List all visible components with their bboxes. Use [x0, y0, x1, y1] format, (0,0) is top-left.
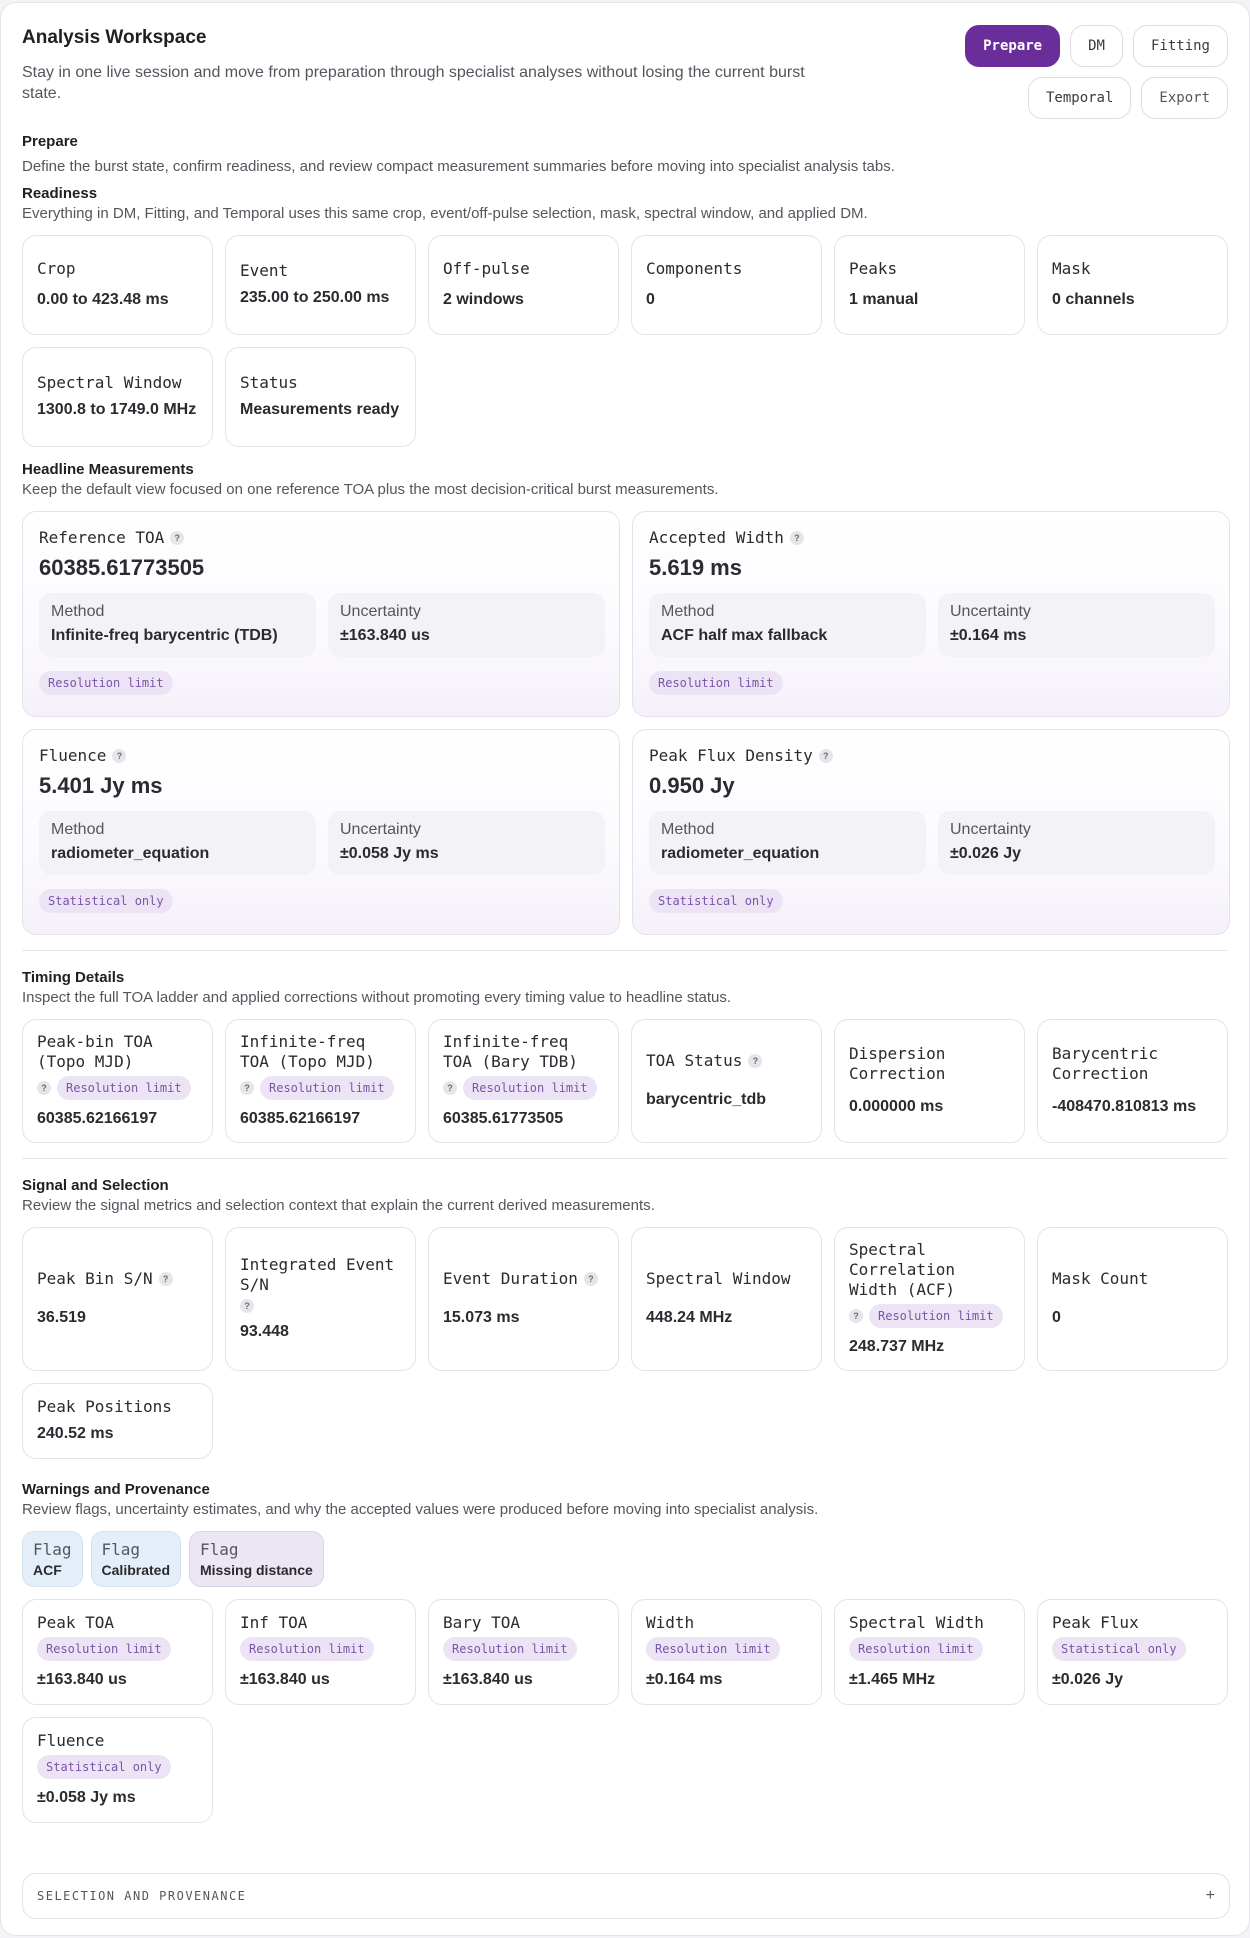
section-description: Inspect the full TOA ladder and applied corrections without promoting every timing value to headline status. [22, 989, 732, 1006]
status-badge: Statistical only [37, 1755, 171, 1779]
card-label: Barycentric Correction [1052, 1044, 1158, 1083]
flag-calibrated [91, 1531, 181, 1587]
uncertainty-card-inf-toa [225, 1599, 416, 1705]
card-value: 0.950 Jy [649, 773, 735, 798]
card-value: 235.00 to 250.00 ms [240, 289, 390, 306]
tab-temporal[interactable]: Temporal [1028, 77, 1131, 119]
headline-card-accepted-width [632, 511, 1230, 717]
help-icon[interactable]: ? [240, 1081, 254, 1095]
headline-section [22, 461, 1228, 935]
status-badge: Statistical only [1052, 1637, 1186, 1661]
help-icon[interactable]: ? [443, 1081, 457, 1095]
card-label: Spectral Window [646, 1269, 791, 1288]
method-box [39, 593, 316, 657]
timing-card-infinite-freq-topo [225, 1019, 416, 1143]
status-badge: Statistical only [649, 889, 783, 913]
readiness-card-mask [1037, 235, 1228, 335]
tab-dm[interactable]: DM [1070, 25, 1123, 67]
card-value: 60385.62166197 [240, 1110, 361, 1127]
warnings-section [22, 1481, 1228, 1823]
card-label: Inf TOA [240, 1613, 308, 1632]
card-label: Off-pulse [443, 259, 530, 278]
help-icon[interactable]: ? [849, 1309, 863, 1323]
card-value: 93.448 [240, 1323, 289, 1340]
readiness-card-components [631, 235, 822, 335]
card-value: 0 channels [1052, 291, 1135, 308]
readiness-card-peaks [834, 235, 1025, 335]
card-label: Reference TOA [39, 528, 165, 547]
card-value: 0 [646, 291, 655, 308]
card-value: ±0.058 Jy ms [37, 1789, 136, 1806]
status-badge: Resolution limit [240, 1637, 374, 1661]
section-description: Review the signal metrics and selection context that explain the current derived measurements. [22, 1197, 655, 1214]
card-value: 448.24 MHz [646, 1309, 733, 1326]
section-divider [22, 950, 1228, 951]
section-title: Headline Measurements [22, 461, 194, 478]
card-label: Spectral Window [37, 373, 182, 392]
uncertainty-label: Uncertainty [340, 603, 421, 620]
method-box [39, 811, 316, 875]
card-value: Measurements ready [240, 401, 400, 418]
card-label: Infinite-freq TOA (Bary TDB) [443, 1032, 578, 1071]
flag-value: Missing distance [200, 1562, 313, 1578]
card-label: Peak TOA [37, 1613, 115, 1632]
uncertainty-card-fluence [22, 1717, 213, 1823]
card-value: barycentric_tdb [646, 1091, 767, 1108]
card-label: Event [240, 261, 289, 280]
uncertainty-card-peak-flux [1037, 1599, 1228, 1705]
card-label: Peaks [849, 259, 898, 278]
page-title: Analysis Workspace [22, 27, 207, 48]
uncertainty-label: Uncertainty [950, 603, 1031, 620]
card-label: Components [646, 259, 743, 278]
card-value: ±0.164 ms [646, 1671, 723, 1688]
card-value: 36.519 [37, 1309, 86, 1326]
signal-card-spectral-correlation-width [834, 1227, 1025, 1371]
card-value: 2 windows [443, 291, 524, 308]
card-label: Fluence [39, 746, 107, 765]
headline-card-reference-toa [22, 511, 620, 717]
card-label: Infinite-freq TOA (Topo MJD) [240, 1032, 375, 1071]
flag-list [22, 1531, 1228, 1587]
signal-card-spectral-window [631, 1227, 822, 1371]
status-badge: Resolution limit [39, 671, 173, 695]
section-title: Readiness [22, 185, 98, 202]
uncertainty-value: ±0.164 ms [950, 627, 1027, 644]
help-icon[interactable]: ? [584, 1272, 598, 1286]
card-label: Peak Flux Density [649, 746, 813, 765]
method-value: ACF half max fallback [661, 627, 828, 644]
help-icon[interactable]: ? [819, 749, 833, 763]
analysis-workspace-panel [0, 2, 1250, 1936]
uncertainty-value: ±163.840 us [340, 627, 430, 644]
help-icon[interactable]: ? [37, 1081, 51, 1095]
workspace-tabs [873, 25, 1228, 119]
timing-card-dispersion-correction [834, 1019, 1025, 1143]
readiness-card-off-pulse [428, 235, 619, 335]
card-label: Bary TOA [443, 1613, 521, 1632]
section-title: Signal and Selection [22, 1177, 169, 1194]
flag-acf [22, 1531, 83, 1587]
method-label: Method [51, 603, 105, 620]
card-value: 1300.8 to 1749.0 MHz [37, 401, 197, 418]
card-value: 60385.61773505 [443, 1110, 564, 1127]
method-label: Method [661, 821, 715, 838]
help-icon[interactable]: ? [112, 749, 126, 763]
card-value: 240.52 ms [37, 1425, 114, 1442]
card-label: Width [646, 1613, 695, 1632]
workspace-header [22, 25, 1228, 119]
card-label: Peak Bin S/N [37, 1269, 153, 1288]
card-value: ±1.465 MHz [849, 1671, 936, 1688]
status-badge: Resolution limit [849, 1637, 983, 1661]
timing-card-barycentric-correction [1037, 1019, 1228, 1143]
card-label: Mask [1052, 259, 1091, 278]
section-title: Warnings and Provenance [22, 1481, 210, 1498]
uncertainty-box [328, 593, 605, 657]
method-box [649, 593, 926, 657]
page-subtitle: Stay in one live session and move from preparation through specialist analyses without losing the current burst state. [22, 64, 805, 102]
card-label: Accepted Width [649, 528, 784, 547]
uncertainty-card-spectral-width [834, 1599, 1025, 1705]
uncertainty-value: ±0.026 Jy [950, 845, 1022, 862]
flag-label: Flag [33, 1540, 72, 1559]
flag-label: Flag [200, 1540, 239, 1559]
flag-value: ACF [33, 1562, 62, 1578]
uncertainty-card-peak-toa [22, 1599, 213, 1705]
card-value: 0 [1052, 1309, 1061, 1326]
plus-icon: + [1205, 1887, 1215, 1904]
section-description: Review flags, uncertainty estimates, and why the accepted values were produced before moving into specialist analysis. [22, 1501, 819, 1518]
signal-card-event-duration [428, 1227, 619, 1371]
card-value: -408470.810813 ms [1052, 1098, 1197, 1115]
help-icon[interactable]: ? [240, 1299, 254, 1313]
signal-card-mask-count [1037, 1227, 1228, 1371]
card-label: Fluence [37, 1731, 105, 1750]
help-icon[interactable]: ? [170, 531, 184, 545]
readiness-card-event [225, 235, 416, 335]
card-value: ±163.840 us [37, 1671, 127, 1688]
uncertainty-box [328, 811, 605, 875]
tab-prepare[interactable]: Prepare [965, 25, 1060, 67]
card-label: Spectral Correlation Width (ACF) [849, 1240, 955, 1299]
uncertainty-card-width [631, 1599, 822, 1705]
status-badge: Statistical only [39, 889, 173, 913]
help-icon[interactable]: ? [159, 1272, 173, 1286]
card-value: 15.073 ms [443, 1309, 520, 1326]
readiness-card-status [225, 347, 416, 447]
section-title: Prepare [22, 133, 78, 150]
card-label: Event Duration [443, 1269, 578, 1288]
flag-value: Calibrated [101, 1562, 170, 1578]
signal-section [22, 1177, 1228, 1459]
timing-card-peak-bin-toa [22, 1019, 213, 1143]
uncertainty-label: Uncertainty [340, 821, 421, 838]
card-value: 248.737 MHz [849, 1338, 945, 1355]
signal-card-peak-positions [22, 1383, 213, 1459]
card-value: 0.00 to 423.48 ms [37, 291, 169, 308]
card-label: Integrated Event S/N [240, 1255, 395, 1294]
card-label: Peak Flux [1052, 1613, 1139, 1632]
card-value: 60385.62166197 [37, 1110, 158, 1127]
card-value: 60385.61773505 [39, 555, 205, 580]
card-value: 5.401 Jy ms [39, 773, 163, 798]
method-value: Infinite-freq barycentric (TDB) [51, 627, 278, 644]
signal-card-integrated-event-sn [225, 1227, 416, 1371]
card-label: Mask Count [1052, 1269, 1149, 1288]
uncertainty-label: Uncertainty [950, 821, 1031, 838]
card-label: Spectral Width [849, 1613, 984, 1632]
section-title: Timing Details [22, 969, 125, 986]
section-description: Everything in DM, Fitting, and Temporal uses this same crop, event/off-pulse selection, mask, spectral window, and applied DM. [22, 205, 868, 222]
uncertainty-card-bary-toa [428, 1599, 619, 1705]
card-label: Dispersion Correction [849, 1044, 946, 1083]
card-value: ±0.026 Jy [1052, 1671, 1124, 1688]
status-badge: Resolution limit [37, 1637, 171, 1661]
card-value: 1 manual [849, 291, 919, 308]
card-value: ±163.840 us [240, 1671, 330, 1688]
section-description: Keep the default view focused on one reference TOA plus the most decision-critical burst measurements. [22, 481, 719, 498]
timing-card-toa-status [631, 1019, 822, 1143]
readiness-card-spectral-window [22, 347, 213, 447]
accordion-label: SELECTION AND PROVENANCE [37, 1889, 247, 1903]
status-badge: Resolution limit [463, 1076, 597, 1100]
uncertainty-box [938, 811, 1215, 875]
selection-provenance-accordion[interactable] [22, 1873, 1230, 1919]
status-badge: Resolution limit [260, 1076, 394, 1100]
card-label: Status [240, 373, 298, 392]
headline-card-fluence [22, 729, 620, 935]
signal-card-peak-bin-sn [22, 1227, 213, 1371]
card-label: Peak-bin TOA (Topo MJD) [37, 1032, 153, 1071]
uncertainty-box [938, 593, 1215, 657]
status-badge: Resolution limit [869, 1304, 1003, 1328]
status-badge: Resolution limit [646, 1637, 780, 1661]
readiness-card-crop [22, 235, 213, 335]
method-label: Method [661, 603, 715, 620]
flag-label: Flag [101, 1540, 141, 1559]
card-value: 5.619 ms [649, 555, 742, 580]
method-value: radiometer_equation [51, 845, 210, 862]
readiness-section [22, 185, 1228, 447]
card-label: Peak Positions [37, 1397, 172, 1416]
headline-card-peak-flux-density [632, 729, 1230, 935]
flag-missing-distance [189, 1531, 324, 1587]
status-badge: Resolution limit [57, 1076, 191, 1100]
card-value: ±163.840 us [443, 1671, 533, 1688]
card-label: TOA Status [646, 1051, 743, 1070]
help-icon[interactable]: ? [748, 1054, 762, 1068]
method-label: Method [51, 821, 105, 838]
section-divider [22, 1158, 1228, 1159]
status-badge: Resolution limit [443, 1637, 577, 1661]
timing-card-infinite-freq-bary [428, 1019, 619, 1143]
tab-fitting[interactable]: Fitting [1133, 25, 1228, 67]
export-button[interactable]: Export [1141, 77, 1228, 119]
prepare-section [22, 133, 1228, 176]
method-value: radiometer_equation [661, 845, 820, 862]
timing-section [22, 969, 1228, 1143]
section-description: Define the burst state, confirm readiness, and review compact measurement summaries before moving into specialist analysis tabs. [22, 158, 895, 175]
help-icon[interactable]: ? [790, 531, 804, 545]
uncertainty-value: ±0.058 Jy ms [340, 845, 439, 862]
status-badge: Resolution limit [649, 671, 783, 695]
card-label: Crop [37, 259, 76, 278]
method-box [649, 811, 926, 875]
card-value: 0.000000 ms [849, 1098, 944, 1115]
